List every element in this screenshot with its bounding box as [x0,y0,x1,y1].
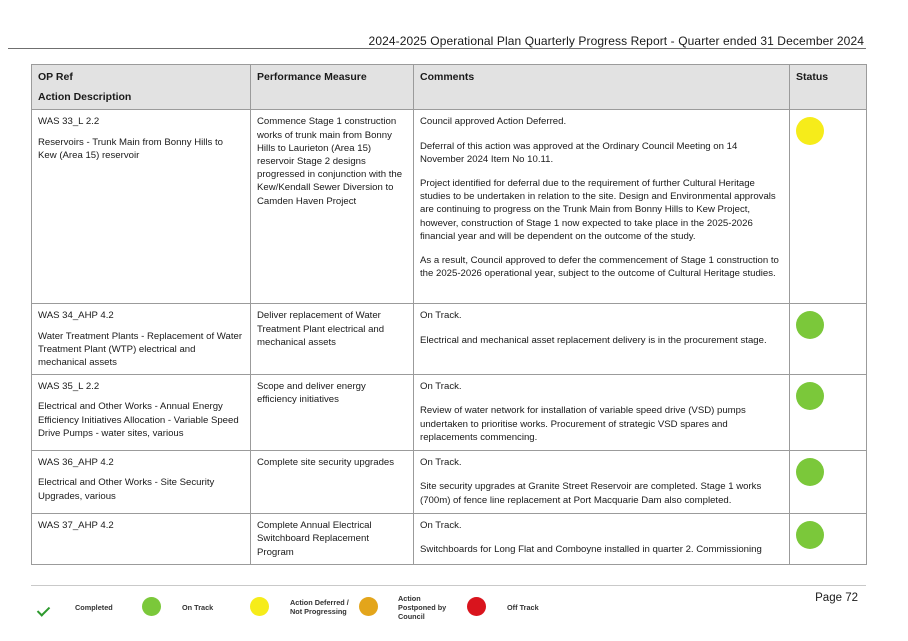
performance-measure: Scope and deliver energy efficiency initiatives [251,375,414,451]
legend-label-deferred [290,598,349,616]
status-cell [790,451,867,514]
report-header-title: 2024-2025 Operational Plan Quarterly Progress Report - Quarter ended 31 December 2024 [368,34,864,48]
action-description-header-label: Action Description [38,91,132,104]
table-row [32,514,867,565]
action-cell [32,304,251,375]
header-divider [8,48,866,49]
action-description: Electrical and Other Works - Site Security Upgrades, various [38,477,215,502]
op-ref-header-label: OP Ref [38,71,73,83]
comment-paragraph: On Track. [420,457,462,469]
table-row [32,304,867,375]
comment-paragraph: Review of water network for installation of variable speed drive (VSD) pumps undertaken to prioritise works. Procurement of strategic VSD spares and replacements commencing. [420,405,746,443]
column-header-status: Status [790,65,867,110]
status-cell [790,110,867,304]
comment-paragraph: Deferral of this action was approved at the Ordinary Council Meeting on 14 November 2024 Item No 10.11. [420,140,738,165]
comment-paragraph: Site security upgrades at Granite Street Reservoir are completed. Stage 1 works (700m) of fence line replacement at Port Macquarie Dam also completed. [420,481,762,506]
status-on-track-indicator [796,382,824,410]
legend-label-on-track: On Track [182,603,214,612]
status-on-track-indicator [796,458,824,486]
performance-measure: Commence Stage 1 construction works of trunk main from Bonny Hills to Laurieton (Area 15) reservoir Stage 2 designs progressed in conjunction with the Kew/Kendall Sewer Diversion to Camden Haven Project [251,110,414,304]
status-on-track-indicator [796,521,824,549]
comments-cell [414,304,790,375]
legend-postponed-line-3: Council [398,612,425,621]
column-header-op-ref [32,65,251,110]
legend-deferred-dot [250,597,269,616]
action-cell [32,451,251,514]
table-row [32,451,867,514]
status-cell [790,304,867,375]
op-ref: WAS 35_L 2.2 [38,381,100,393]
status-legend [31,592,591,626]
page-number: Page 72 [815,592,858,604]
legend-postponed-line-1: Action [398,594,421,603]
footer-divider [31,585,866,586]
legend-off-track-dot [467,597,486,616]
legend-label-postponed [398,594,446,621]
comment-paragraph: On Track. [420,520,462,532]
comments-cell [414,451,790,514]
comment-paragraph: On Track. [420,381,462,393]
action-description: Electrical and Other Works - Annual Energy Efficiency Initiatives Allocation - Variable Speed Drive Pumps - water sites, various [38,401,239,439]
status-deferred-indicator [796,117,824,145]
performance-measure: Complete Annual Electrical Switchboard Replacement Program [251,514,414,565]
action-description: Water Treatment Plants - Replacement of Water Treatment Plant (WTP) electrical and mechanical assets [38,330,243,369]
status-on-track-indicator [796,311,824,339]
column-header-comments: Comments [414,65,790,110]
comments-cell [414,514,790,565]
comment-paragraph: Electrical and mechanical asset replacement delivery is in the procurement stage. [420,334,767,346]
op-ref: WAS 33_L 2.2 [38,116,100,128]
status-cell [790,514,867,565]
op-ref: WAS 36_AHP 4.2 [38,457,114,469]
comment-paragraph: On Track. [420,310,462,322]
comment-paragraph: Switchboards for Long Flat and Comboyne installed in quarter 2. Commissioning [420,544,762,556]
legend-postponed-dot [359,597,378,616]
action-cell [32,110,251,304]
op-ref: WAS 34_AHP 4.2 [38,310,114,322]
comments-cell [414,375,790,451]
performance-measure: Deliver replacement of Water Treatment Plant electrical and mechanical assets [251,304,414,375]
legend-deferred-line-1: Action Deferred / [290,598,349,607]
progress-table [31,64,867,565]
action-description: Reservoirs - Trunk Main from Bonny Hills to Kew (Area 15) reservoir [38,136,223,161]
status-cell [790,375,867,451]
legend-label-completed: Completed [75,603,113,612]
comment-paragraph: Council approved Action Deferred. [420,116,567,128]
table-header-row [32,65,867,110]
table-row [32,110,867,304]
table-row [32,375,867,451]
op-ref: WAS 37_AHP 4.2 [38,520,114,532]
performance-measure: Complete site security upgrades [251,451,414,514]
legend-on-track-dot [142,597,161,616]
comments-cell [414,110,790,304]
comment-paragraph: Project identified for deferral due to the requirement of further Cultural Heritage studies to be undertaken in relation to the site. Design and Environmental approvals are continuing to progress on the Trunk Main from Bonny Hills to Kew Project, however, construction of Stage 1 now expected to take place in the 2025-2026 financial year and will be dependent on the outcome of the study. [420,178,776,242]
legend-deferred-line-2: Not Progressing [290,607,347,616]
legend-label-off-track: Off Track [507,603,539,612]
column-header-performance-measure: Performance Measure [251,65,414,110]
action-cell [32,375,251,451]
comment-paragraph: As a result, Council approved to defer the commencement of Stage 1 construction to the 2025-2026 operational year, subject to the outcome of Cultural Heritage studies. [420,255,779,280]
legend-postponed-line-2: Postponed by [398,603,447,612]
completed-check-icon [34,594,54,614]
action-cell [32,514,251,565]
